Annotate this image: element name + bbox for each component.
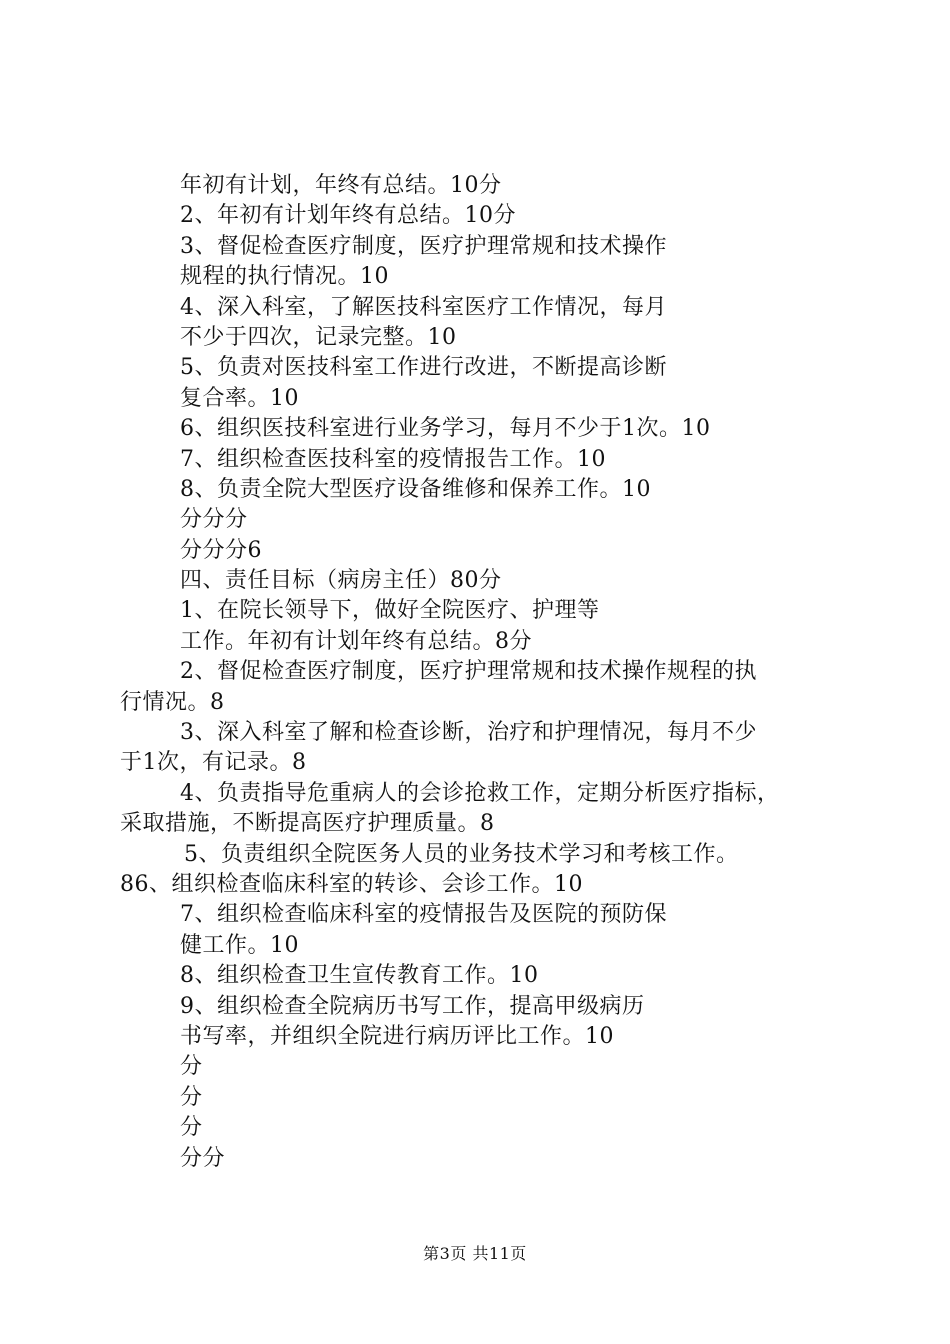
text-line: 分 <box>180 1084 203 1110</box>
text-line: 6、组织医技科室进行业务学习，每月不少于1次。10 <box>180 416 711 442</box>
text-line: 分 <box>180 1115 203 1141</box>
text-line: 1、在院长领导下，做好全院医疗、护理等 <box>180 598 600 624</box>
text-line: 书写率，并组织全院进行病历评比工作。10 <box>180 1023 614 1049</box>
text-line: 7、组织检查医技科室的疫情报告工作。10 <box>180 446 606 472</box>
text-line: 分分分 <box>180 507 248 533</box>
text-line: 3、督促检查医疗制度，医疗护理常规和技术操作 <box>180 233 667 259</box>
text-line: 5、负责组织全院医务人员的业务技术学习和考核工作。 <box>184 841 739 867</box>
text-line: 8、组织检查卫生宣传教育工作。10 <box>180 963 539 989</box>
text-line: 7、组织检查临床科室的疫情报告及医院的预防保 <box>180 902 667 928</box>
text-line: 4、负责指导危重病人的会诊抢救工作，定期分析医疗指标， <box>180 780 780 806</box>
text-line: 工作。年初有计划年终有总结。8分 <box>180 628 532 654</box>
text-line: 分分 <box>180 1145 226 1171</box>
page-number-footer: 第3页 共11页 <box>423 1244 527 1263</box>
text-line: 分分分6 <box>180 537 262 563</box>
document-body <box>120 171 860 1174</box>
text-line: 8、负责全院大型医疗设备维修和保养工作。10 <box>180 476 651 502</box>
text-line: 2、年初有计划年终有总结。10分 <box>180 203 516 229</box>
text-line: 86、组织检查临床科室的转诊、会诊工作。10 <box>120 871 583 897</box>
text-line: 不少于四次，记录完整。10 <box>180 324 457 350</box>
text-line: 健工作。10 <box>180 932 299 958</box>
section-heading: 四、责任目标（病房主任）80分 <box>180 568 502 594</box>
text-line: 5、负责对医技科室工作进行改进，不断提高诊断 <box>180 355 667 381</box>
text-line: 2、督促检查医疗制度，医疗护理常规和技术操作规程的执 <box>180 659 757 685</box>
text-line: 于1次，有记录。8 <box>120 750 307 776</box>
text-line: 年初有计划，年终有总结。10分 <box>180 173 502 198</box>
text-line: 复合率。10 <box>180 385 299 411</box>
text-line: 4、深入科室，了解医技科室医疗工作情况，每月 <box>180 294 667 320</box>
text-line: 行情况。8 <box>120 689 225 715</box>
text-line: 规程的执行情况。10 <box>180 264 389 290</box>
text-line: 3、深入科室了解和检查诊断，治疗和护理情况，每月不少 <box>180 720 757 746</box>
text-line: 采取措施，不断提高医疗护理质量。8 <box>120 811 495 837</box>
text-line: 分 <box>180 1054 203 1080</box>
text-line: 9、组织检查全院病历书写工作，提高甲级病历 <box>180 993 645 1019</box>
